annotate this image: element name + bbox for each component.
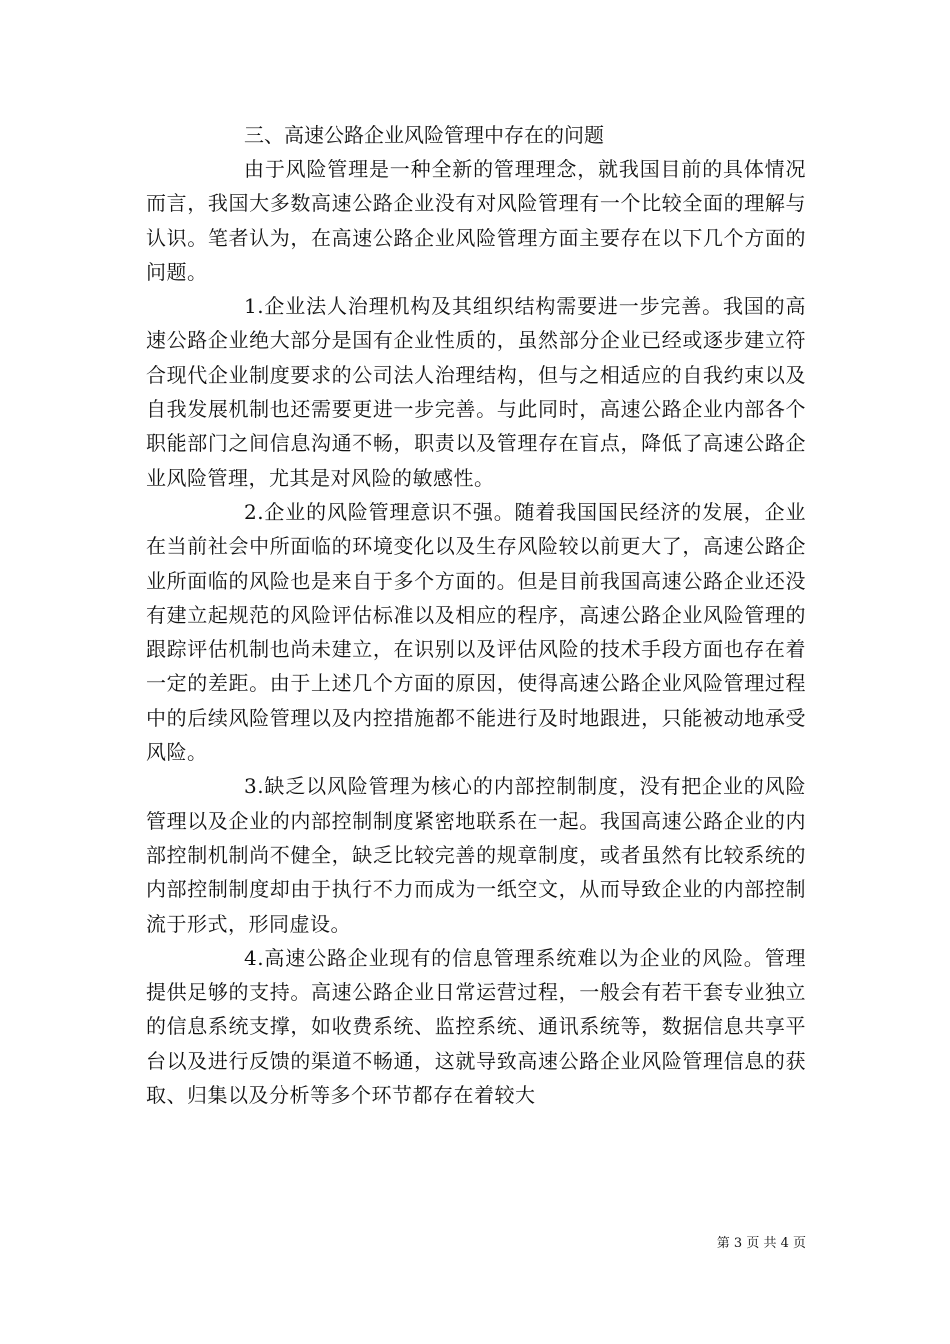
section-heading: 三、高速公路企业风险管理中存在的问题 [244,123,604,147]
document-body [146,118,806,1112]
paragraph-item-2: 2.企业的风险管理意识不强。随着我国国民经济的发展，企业在当前社会中所面临的环境变化以及生存风险较以前更大了，高速公路企业所面临的风险也是来自于多个方面的。但是目前我国高速公路企业还没有建立起规范的风险评估标准以及相应的程序，高速公路企业风险管理的跟踪评估机制也尚未建立，在识别以及评估风险的技术手段方面也存在着一定的差距。由于上述几个方面的原因，使得高速公路企业风险管理过程中的后续风险管理以及内控措施都不能进行及时地跟进，只能被动地承受风险。 [146,499,806,765]
page-number-footer: 第 3 页 共 4 页 [716,1236,806,1251]
paragraph-item-3: 3.缺乏以风险管理为核心的内部控制制度，没有把企业的风险管理以及企业的内部控制制度紧密地联系在一起。我国高速公路企业的内部控制机制尚不健全，缺乏比较完善的规章制度，或者虽然有比较系统的内部控制制度却由于执行不力而成为一纸空文，从而导致企业的内部控制流于形式，形同虚设。 [146,774,806,936]
paragraph-intro: 由于风险管理是一种全新的管理理念，就我国目前的具体情况而言，我国大多数高速公路企业没有对风险管理有一个比较全面的理解与认识。笔者认为，在高速公路企业风险管理方面主要存在以下几个方面的问题。 [146,157,806,284]
paragraph-item-4: 4.高速公路企业现有的信息管理系统难以为企业的风险。管理提供足够的支持。高速公路企业日常运营过程，一般会有若干套专业独立的信息系统支撑，如收费系统、监控系统、通讯系统等，数据信息共享平台以及进行反馈的渠道不畅通，这就导致高速公路企业风险管理信息的获取、归集以及分析等多个环节都存在着较大 [146,945,806,1108]
paragraph-item-1: 1.企业法人治理机构及其组织结构需要进一步完善。我国的高速公路企业绝大部分是国有企业性质的，虽然部分企业已经或逐步建立符合现代企业制度要求的公司法人治理结构，但与之相适应的自我约束以及自我发展机制也还需要更进一步完善。与此同时，高速公路企业内部各个职能部门之间信息沟通不畅，职责以及管理存在盲点，降低了高速公路企业风险管理，尤其是对风险的敏感性。 [146,294,806,490]
